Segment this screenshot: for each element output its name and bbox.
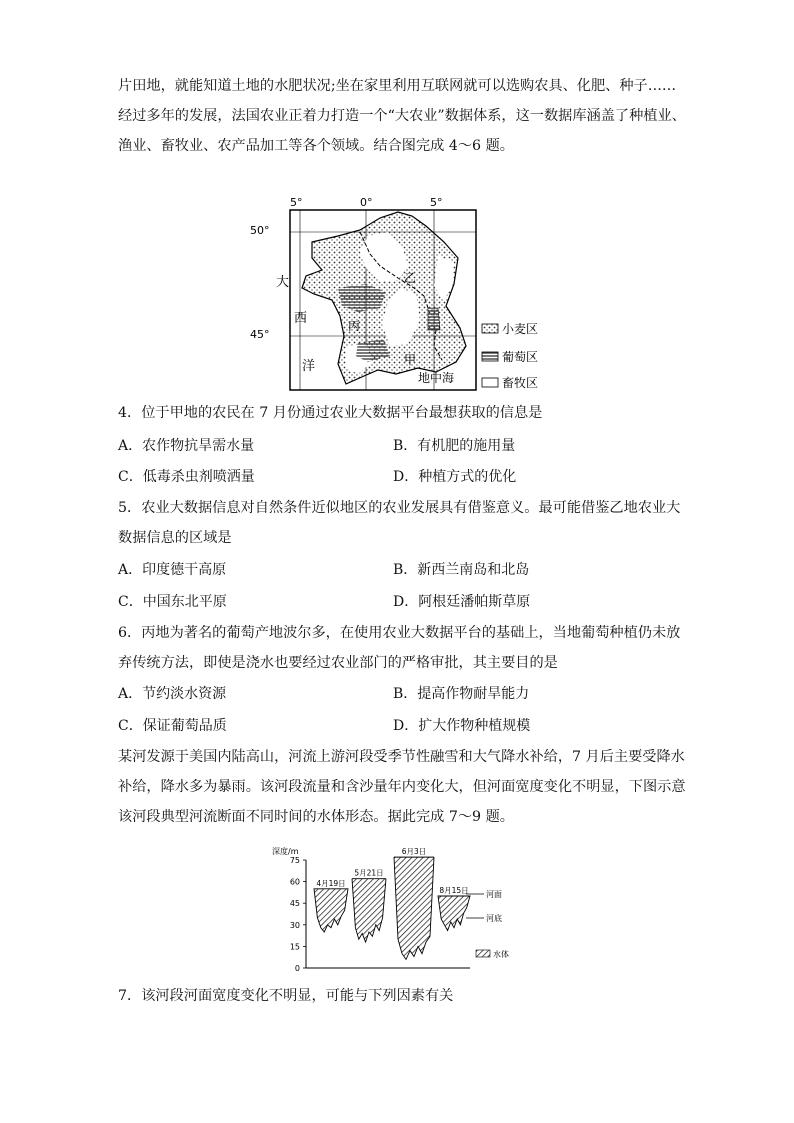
legend-swatch-water — [476, 950, 490, 957]
question-6-stem: 弃传统方法，即使是浇水也要经过农业部门的严格审批，其主要目的是 — [118, 655, 558, 671]
ocean-label: 大 — [276, 275, 290, 290]
legend-swatch-pasture — [482, 378, 498, 387]
annotation-surface: 河面 — [486, 890, 502, 899]
passage-line: 补给，降水多为暴雨。该河段流量和含沙量年内变化大，但河面宽度变化不明显，下图示意 — [118, 779, 686, 795]
water-body-section — [438, 896, 470, 931]
y-axis-label: 深度/m — [272, 847, 299, 856]
passage-line: 渔业、畜牧业、农产品加工等各个领域。结合图完成 4～6 题。 — [118, 138, 514, 154]
lon-label: 5° — [290, 196, 303, 209]
river-cross-section-chart — [270, 846, 540, 980]
passage-line: 经过多年的发展，法国农业正着力打造一个“大农业”数据体系，这一数据库涵盖了种植业、 — [118, 108, 686, 124]
date-label: 4月19日 — [316, 878, 346, 888]
q4-option-d[interactable]: D．种植方式的优化 — [393, 469, 517, 485]
date-label: 5月21日 — [354, 868, 384, 878]
q6-option-b[interactable]: B．提高作物耐旱能力 — [393, 686, 530, 702]
passage-line: 片田地，就能知道土地的水肥状况;坐在家里利用互联网就可以选购农具、化肥、种子…… — [118, 78, 677, 94]
lon-label: 5° — [430, 196, 443, 209]
date-label: 6月3日 — [401, 847, 427, 857]
ocean-label: 洋 — [302, 359, 316, 374]
water-body-section — [394, 857, 434, 959]
y-tick-label: 15 — [289, 942, 300, 952]
lat-label: 45° — [250, 328, 270, 341]
legend-label: 畜牧区 — [502, 376, 539, 390]
y-tick-label: 75 — [289, 856, 300, 865]
legend-swatch-grape — [482, 352, 498, 361]
question-6-stem: 6．丙地为著名的葡萄产地波尔多，在使用农业大数据平台的基础上，当地葡萄种植仍未放 — [118, 625, 681, 641]
legend-label: 葡萄区 — [502, 350, 539, 364]
ocean-label: 西 — [294, 311, 308, 326]
lat-label: 50° — [250, 224, 270, 237]
q4-option-c[interactable]: C．低毒杀虫剂喷洒量 — [118, 469, 255, 485]
q6-option-c[interactable]: C．保证葡萄品质 — [118, 718, 227, 734]
y-tick-label: 45 — [289, 899, 300, 909]
question-5-stem: 5．农业大数据信息对自然条件近似地区的农业发展具有借鉴意义。最可能借鉴乙地农业大 — [118, 500, 681, 516]
date-label: 8月15日 — [439, 886, 469, 895]
y-tick-label: 30 — [289, 920, 300, 930]
y-tick-label: 60 — [289, 877, 300, 887]
water-body-section — [314, 889, 348, 932]
q5-option-b[interactable]: B．新西兰南岛和北岛 — [393, 562, 530, 578]
q6-option-d[interactable]: D．扩大作物种植规模 — [393, 718, 531, 734]
y-tick-label: 0 — [294, 964, 300, 973]
annotation-bed: 河底 — [486, 914, 502, 923]
question-4-stem: 4．位于甲地的农民在 7 月份通过农业大数据平台最想获取的信息是 — [118, 405, 543, 421]
sea-label: 地中海 — [418, 371, 455, 385]
question-7-stem: 7．该河段河面宽度变化不明显，可能与下列因素有关 — [118, 988, 454, 1004]
legend-label-water: 水体 — [493, 950, 509, 959]
place-label-yi: 乙 — [404, 271, 417, 285]
place-label-bing: 丙 — [348, 319, 361, 333]
q5-option-c[interactable]: C．中国东北平原 — [118, 594, 227, 610]
water-body-section — [352, 879, 386, 942]
passage-line: 该河段典型河流断面不同时间的水体形态。据此完成 7～9 题。 — [118, 809, 514, 825]
place-label-jia: 甲 — [404, 353, 417, 367]
q5-option-d[interactable]: D．阿根廷潘帕斯草原 — [393, 594, 531, 610]
q4-option-b[interactable]: B．有机肥的施用量 — [393, 438, 516, 454]
vineyard-region — [428, 308, 440, 330]
q4-option-a[interactable]: A．农作物抗旱需水量 — [118, 438, 255, 454]
passage-line: 某河发源于美国内陆高山，河流上游河段受季节性融雪和大气降水补给，7 月后主要受降水 — [118, 749, 685, 765]
q6-option-a[interactable]: A．节约淡水资源 — [118, 686, 227, 702]
lon-label: 0° — [360, 196, 373, 209]
france-agriculture-map — [248, 196, 548, 394]
q5-option-a[interactable]: A．印度德干高原 — [118, 562, 227, 578]
question-5-stem: 数据信息的区域是 — [118, 530, 232, 546]
legend-label: 小麦区 — [502, 322, 539, 336]
legend-swatch-wheat — [482, 324, 498, 333]
